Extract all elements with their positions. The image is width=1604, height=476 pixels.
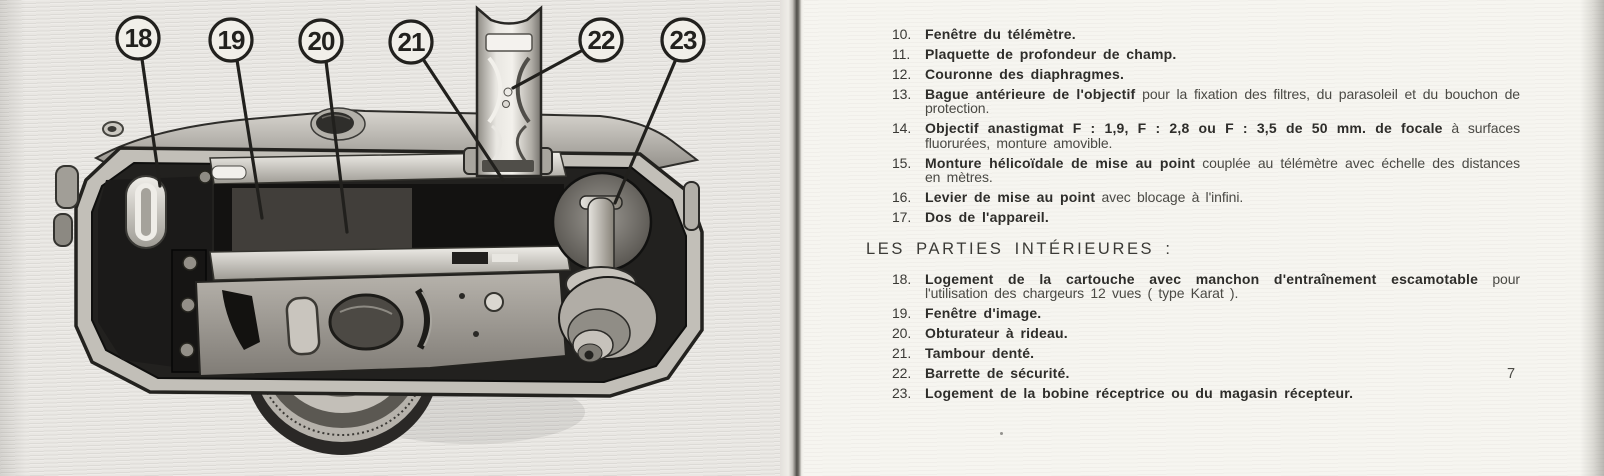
item-title: Barrette de sécurité.	[925, 365, 1070, 382]
list-item	[892, 156, 1520, 185]
item-text	[925, 190, 1520, 204]
item-title: Obturateur à rideau.	[925, 325, 1068, 342]
left-page-photo	[0, 0, 783, 476]
text-block	[868, 27, 1520, 406]
item-description: pour l'utilisation des chargeurs 12 vues ( type Karat ).	[925, 270, 1520, 302]
item-text	[925, 121, 1520, 150]
item-number: 14.	[892, 120, 912, 137]
list-item	[892, 272, 1520, 301]
item-text	[925, 67, 1520, 81]
item-number: 13.	[892, 86, 912, 102]
right-page-text	[804, 0, 1604, 476]
callout-label: 18	[124, 23, 152, 53]
item-number: 22.	[892, 365, 912, 382]
list-item	[892, 190, 1520, 204]
callout-19	[210, 19, 252, 61]
item-description: pour la fixation des filtres, du parasoleil et du bouchon de protection.	[925, 86, 1520, 117]
item-text	[925, 87, 1520, 116]
film-cartridge-chamber	[98, 171, 212, 372]
callout-label: 22	[587, 25, 615, 55]
item-title: Objectif anastigmat F : 1,9, F : 2,8 ou F : 3,5 de 50 mm. de focale	[925, 120, 1443, 137]
interior-parts-list	[868, 272, 1520, 401]
item-title: Couronne des diaphragmes.	[925, 66, 1125, 82]
item-number: 18.	[892, 270, 912, 287]
item-text	[925, 27, 1520, 41]
item-text	[925, 306, 1520, 320]
list-item	[892, 67, 1520, 81]
camera-interior-illustration	[0, 0, 783, 476]
item-number: 11.	[892, 46, 911, 62]
item-text	[925, 346, 1520, 360]
list-item	[892, 346, 1520, 360]
item-text	[925, 272, 1520, 301]
left-page-edge-shade	[0, 0, 26, 476]
list-item	[892, 87, 1520, 116]
security-bar	[464, 8, 552, 176]
item-number: 23.	[892, 385, 912, 402]
item-title: Plaquette de profondeur de champ.	[925, 46, 1177, 62]
callout-label: 23	[669, 25, 697, 55]
callout-23	[662, 19, 704, 61]
list-item	[892, 210, 1520, 224]
item-text	[925, 47, 1520, 61]
callout-label: 20	[307, 26, 335, 56]
item-text	[925, 386, 1520, 400]
item-description: couplée au télémètre avec échelle des distances en mètres.	[925, 154, 1521, 186]
section-heading: LES PARTIES INTÉRIEURES :	[866, 239, 1173, 258]
right-page-edge-shade	[1580, 0, 1604, 476]
item-description: avec blocage à l'infini.	[1095, 189, 1244, 206]
item-text	[925, 366, 1520, 380]
item-description: à surfaces fluorurées, monture amovible.	[925, 120, 1520, 151]
item-title: Bague antérieure de l'objectif	[925, 86, 1136, 102]
list-item	[892, 366, 1520, 380]
item-text	[925, 156, 1520, 185]
item-number: 17.	[892, 209, 912, 226]
item-title: Logement de la cartouche avec manchon d'entraînement escamotable	[925, 270, 1479, 287]
item-text	[925, 210, 1520, 224]
right-side-lug	[684, 182, 699, 230]
left-side-hinge	[54, 214, 72, 246]
callout-22	[580, 19, 622, 61]
page-number: 7	[1507, 366, 1516, 382]
list-item	[892, 386, 1520, 400]
list-item	[892, 306, 1520, 320]
list-item	[892, 27, 1520, 41]
callout-label: 21	[397, 27, 425, 57]
item-number: 19.	[892, 305, 912, 322]
item-title: Dos de l'appareil.	[925, 209, 1049, 226]
paper-speck	[1000, 432, 1003, 435]
item-number: 21.	[892, 345, 912, 362]
item-title: Tambour denté.	[925, 345, 1035, 362]
bottom-plate	[196, 272, 566, 376]
item-number: 10.	[892, 26, 912, 42]
callout-20	[300, 20, 342, 62]
callout-21	[390, 21, 432, 63]
page-gutter	[780, 0, 804, 476]
list-item	[892, 121, 1520, 150]
item-title: Fenêtre d'image.	[925, 305, 1042, 322]
item-title: Levier de mise au point	[925, 189, 1096, 206]
item-text	[925, 326, 1520, 340]
exterior-parts-list	[868, 27, 1520, 225]
item-title: Monture hélicoïdale de mise au point	[925, 154, 1196, 171]
item-title: Fenêtre du télémètre.	[925, 26, 1076, 42]
item-number: 15.	[892, 154, 912, 171]
item-number: 12.	[892, 66, 912, 82]
left-side-knob	[56, 166, 78, 208]
callout-label: 19	[217, 25, 245, 55]
callout-18	[117, 17, 159, 59]
list-item	[892, 326, 1520, 340]
item-title: Logement de la bobine réceptrice ou du magasin récepteur.	[925, 385, 1354, 402]
list-item	[892, 47, 1520, 61]
item-number: 16.	[892, 189, 912, 206]
camera-body	[54, 148, 702, 396]
item-number: 20.	[892, 325, 912, 342]
